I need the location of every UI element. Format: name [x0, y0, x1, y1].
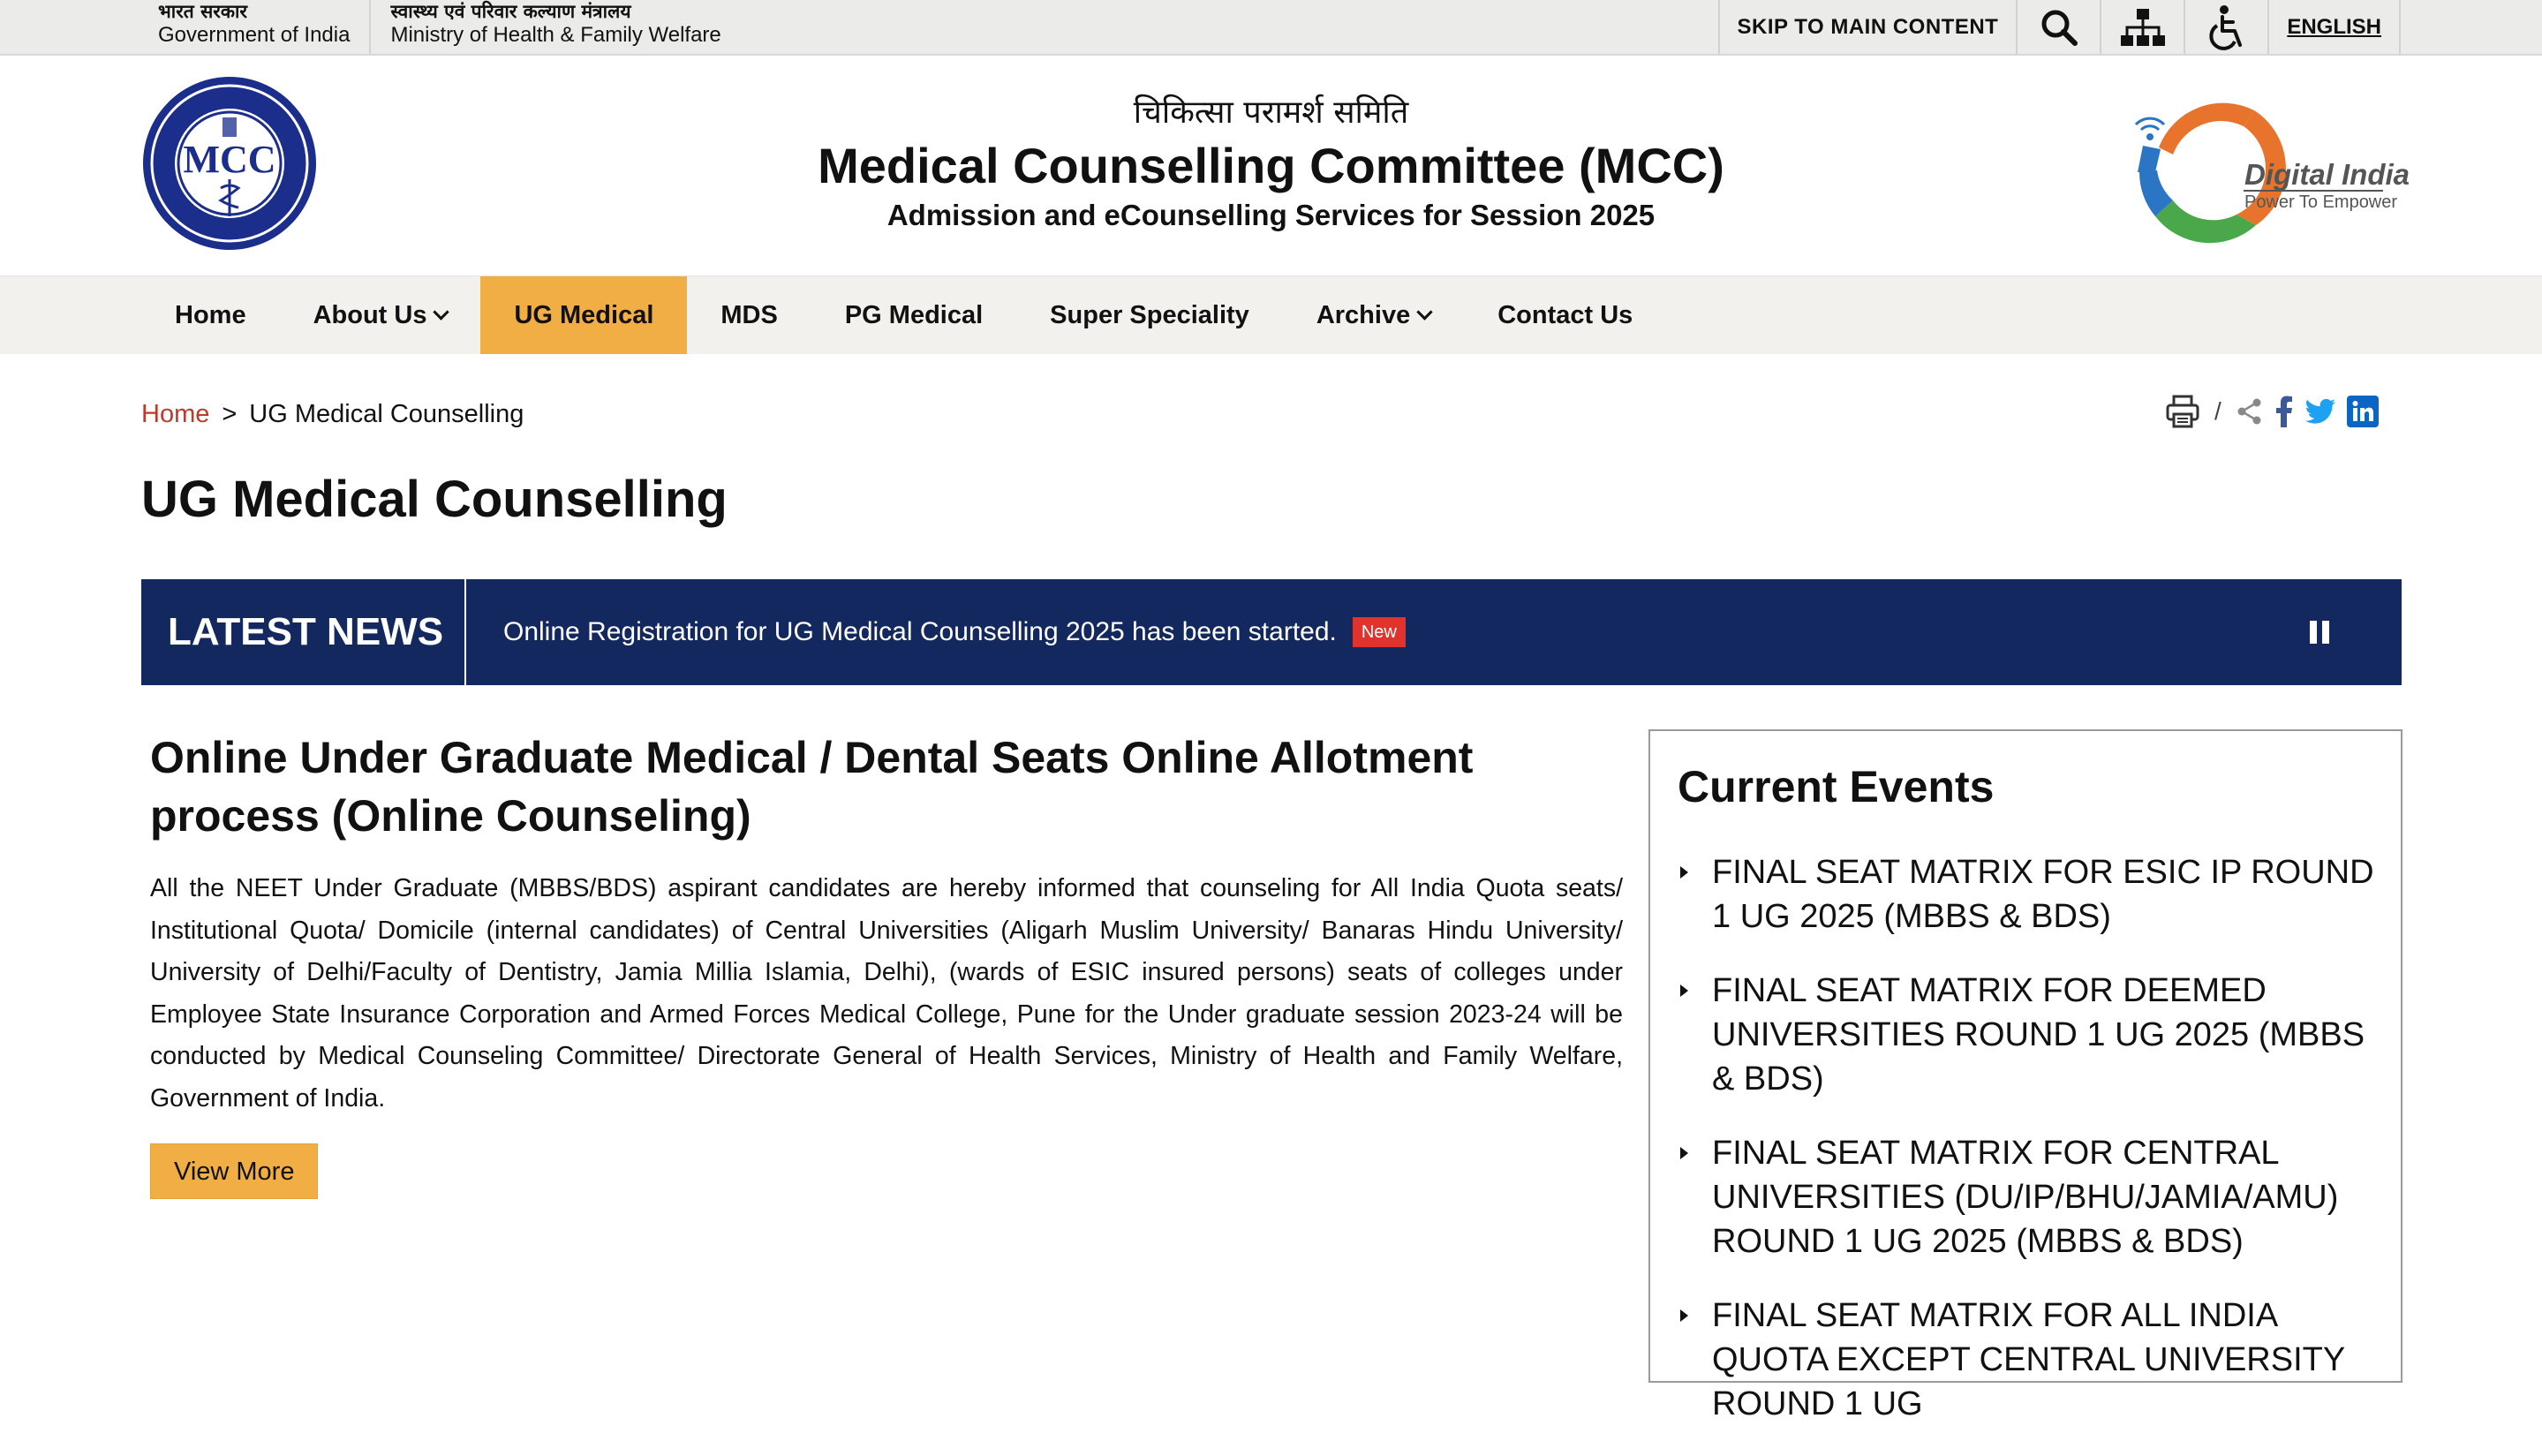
news-item-link[interactable] [503, 579, 1406, 685]
share-tools [2165, 395, 2379, 428]
chevron-down-icon [434, 304, 449, 320]
article-heading: Online Under Graduate Medical / Dental Seats Online Allotment process (Online Counseling) [150, 733, 1474, 841]
pause-button[interactable] [2310, 621, 2331, 644]
current-event-text: FINAL SEAT MATRIX FOR DEEMED UNIVERSITIES ROUND 1 UG 2025 (MBBS & BDS) [1712, 972, 2365, 1098]
current-event-item[interactable] [1680, 1131, 2378, 1264]
news-item-text: Online Registration for UG Medical Counselling 2025 has been started. [503, 617, 1337, 646]
current-event-text: FINAL SEAT MATRIX FOR ALL INDIA QUOTA EXCEPT CENTRAL UNIVERSITY ROUND 1 UG [1712, 1297, 2345, 1422]
linkedin-icon[interactable] [2347, 396, 2379, 427]
nav-super-speciality-label: Super Speciality [1050, 300, 1249, 329]
nav-about-us-label: About Us [313, 300, 427, 329]
current-event-text: FINAL SEAT MATRIX FOR CENTRAL UNIVERSITIES (DU/IP/BHU/JAMIA/AMU) ROUND 1 UG 2025 (MBBS & BDS) [1712, 1135, 2339, 1260]
nav-mds-label: MDS [720, 300, 778, 329]
share-icon[interactable] [2236, 397, 2264, 426]
current-event-item[interactable] [1680, 1294, 2378, 1426]
nav-pg-medical[interactable] [811, 276, 1016, 354]
nav-home-label: Home [175, 300, 246, 329]
accessibility-button[interactable] [2184, 0, 2267, 54]
current-event-text: FINAL SEAT MATRIX FOR ESIC IP ROUND 1 UG 2025 (MBBS & BDS) [1712, 854, 2374, 935]
nav-pg-medical-label: PG Medical [844, 300, 984, 329]
caret-right-icon [1680, 866, 1688, 879]
digital-india-tagline: Power To Empower [2244, 192, 2398, 212]
nav-archive-label: Archive [1316, 300, 1411, 329]
share-separator: / [2214, 397, 2221, 425]
caret-right-icon [1680, 984, 1688, 997]
current-event-item[interactable] [1680, 850, 2378, 939]
site-subtitle: Admission and eCounselling Services for Session 2025 [886, 199, 1656, 231]
print-icon[interactable] [2165, 395, 2200, 428]
facebook-icon[interactable] [2274, 396, 2294, 427]
twitter-icon[interactable] [2304, 398, 2336, 425]
current-events-list [1680, 850, 2378, 1456]
nav-archive[interactable] [1283, 276, 1464, 354]
digital-india-logo[interactable] [2104, 84, 2410, 252]
main-article [150, 728, 1623, 1199]
language-selector[interactable]: ENGLISH [2267, 0, 2401, 54]
ministry-link[interactable] [390, 0, 740, 54]
accessibility-icon [2205, 4, 2249, 50]
site-title: Medical Counselling Committee (MCC) [818, 138, 1724, 193]
government-identity [158, 0, 760, 54]
search-button[interactable] [2016, 0, 2100, 54]
nav-mds[interactable] [687, 276, 811, 354]
pause-icon [2310, 621, 2317, 644]
nav-ug-medical-label: UG Medical [514, 300, 654, 329]
nav-super-speciality[interactable] [1016, 276, 1283, 354]
sitemap-icon [2119, 7, 2167, 48]
sitemap-button[interactable] [2100, 0, 2184, 54]
article-body: All the NEET Under Graduate (MBBS/BDS) aspirant candidates are hereby informed that counseling for All India Quota seats/ Institutional Quota/ Domicile (internal candidates) of Central Universities (Aligarh Muslim University/ Banaras Hindu University/ University of Delhi/Faculty of Dentistry, Jamia Millia Islamia, Delhi), (wards of ESIC insured persons) seats of colleges under Employee State Insurance Corporation and Armed Forces Medical College, Pune for the Under graduate session 2023-24 will be conducted by Medical Counseling Committee/ Directorate General of Health Services, Ministry of Health and Family Welfare, Government of India. [150, 874, 1623, 1113]
site-header [0, 56, 2542, 276]
current-events-title: Current Events [1678, 762, 1995, 811]
gov-of-india-english: Government of India [158, 23, 351, 47]
ministry-english: Ministry of Health & Family Welfare [390, 23, 721, 47]
nav-about-us[interactable] [280, 276, 481, 354]
latest-news-label: LATEST NEWS [141, 579, 466, 685]
gov-of-india-link[interactable] [158, 0, 371, 54]
caret-right-icon [1680, 1309, 1688, 1322]
ministry-hindi: स्वास्थ्य एवं परिवार कल्याण मंत्रालय [390, 1, 631, 22]
nav-contact-us[interactable] [1464, 276, 1666, 354]
government-bar [0, 0, 2542, 56]
breadcrumb-home-link[interactable]: Home [141, 400, 210, 428]
current-events-panel [1648, 729, 2402, 1422]
nav-ug-medical[interactable] [480, 276, 687, 354]
current-event-item[interactable] [1680, 969, 2378, 1101]
digital-india-title: Digital India [2244, 158, 2410, 191]
breadcrumb [141, 400, 524, 429]
breadcrumb-separator: > [222, 400, 238, 428]
view-more-button[interactable]: View More [150, 1143, 318, 1199]
gov-of-india-hindi: भारत सरकार [158, 1, 248, 22]
utility-links [1718, 0, 2401, 54]
nav-home[interactable] [141, 276, 280, 354]
page-title: UG Medical Counselling [141, 471, 728, 528]
main-navigation [0, 276, 2542, 354]
caret-right-icon [1680, 1147, 1688, 1159]
latest-news-ticker [141, 579, 2402, 685]
skip-to-main-content-link[interactable]: SKIP TO MAIN CONTENT [1718, 0, 2017, 54]
search-icon [2040, 8, 2078, 47]
hindi-title: चिकित्सा परामर्श समिति [1133, 94, 1409, 131]
new-badge: New [1353, 617, 1406, 647]
chevron-down-icon [1417, 304, 1433, 320]
breadcrumb-current: UG Medical Counselling [249, 400, 524, 428]
nav-contact-us-label: Contact Us [1497, 300, 1633, 329]
mcc-logo-text: MCC [183, 138, 276, 181]
